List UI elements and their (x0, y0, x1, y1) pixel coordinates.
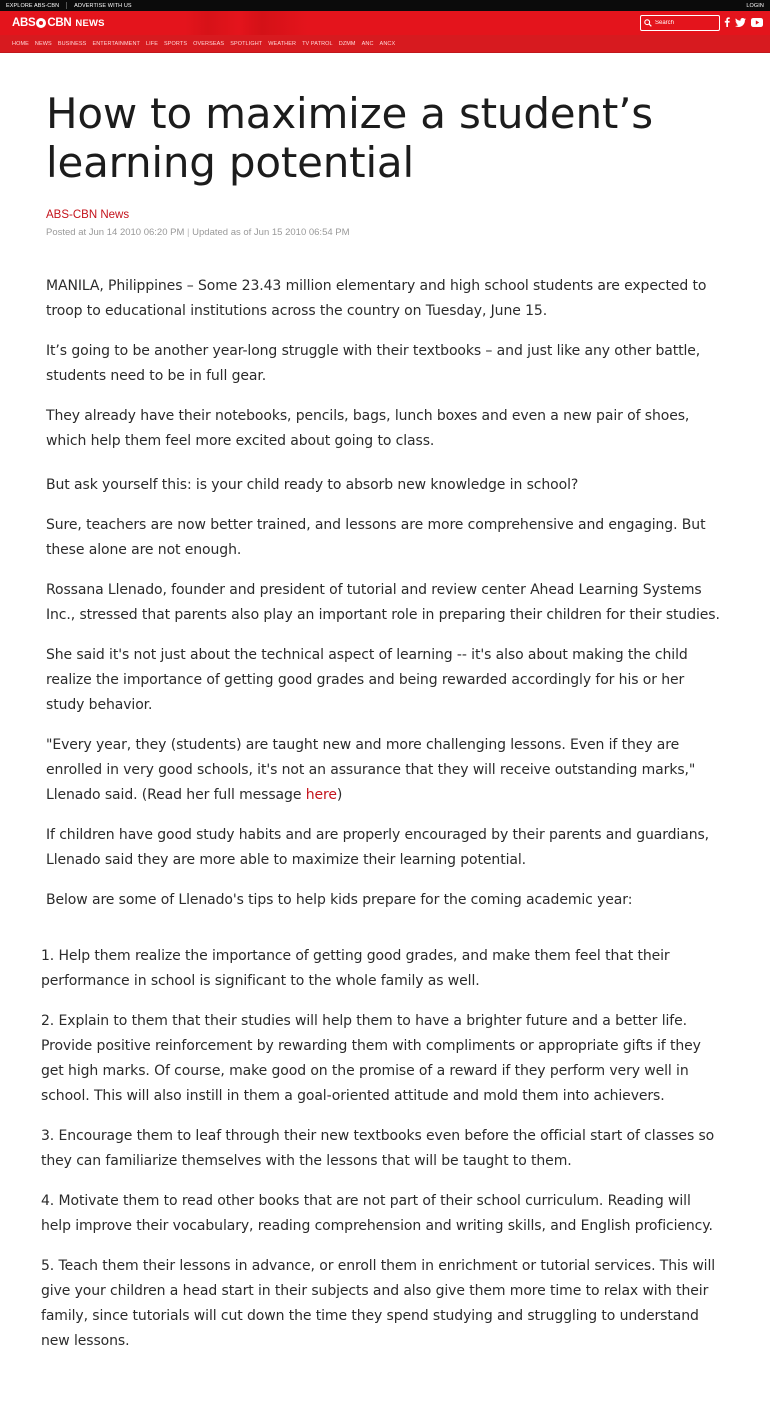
search-icon (644, 19, 652, 27)
nav-item-overseas[interactable]: OVERSEAS (193, 40, 225, 47)
nav-item-weather[interactable]: WEATHER (268, 40, 297, 47)
nav-item-home[interactable]: HOME (12, 40, 29, 47)
utility-bar (0, 0, 770, 11)
paragraph: Rossana Llenado, founder and president of tutorial and review center Ahead Learning Systems Inc., stressed that parents also play an important role in preparing their children for their studies. (46, 582, 720, 623)
tip-item: 1. Help them realize the importance of getting good grades, and make them feel that their performance in school is significant to the whole family as well. (41, 948, 670, 989)
nav-item-dzmm[interactable]: DZMM (338, 40, 356, 47)
facebook-icon[interactable] (724, 17, 730, 27)
read-full-message-link[interactable]: here (305, 787, 337, 803)
tip-item: 2. Explain to them that their studies will help them to have a brighter future and a better life. Provide positive reinforcement by rewarding them with compliments or appropriate gifts if they get high marks. Of course, make good on the promise of a reward if they perform very well in school. This will also instill in them a goal-oriented attitude and mold them into achievers. (41, 1013, 701, 1104)
quote-paragraph (46, 733, 724, 808)
paragraph: They already have their notebooks, pencils, bags, lunch boxes and even a new pair of shoes, which help them feel more excited about going to class. (46, 408, 690, 449)
tip-item: 3. Encourage them to leaf through their new textbooks even before the official start of classes so they can familiarize themselves with the lessons that will be taught to them. (41, 1128, 715, 1169)
article-title: How to maximize a student’s learning potential (46, 89, 653, 187)
paragraph: MANILA, Philippines – Some 23.43 million elementary and high school students are expected to troop to educational institutions across the country on Tuesday, June 15. (46, 278, 707, 319)
nav-item-spotlight[interactable]: SPOTLIGHT (230, 40, 263, 47)
article-author[interactable]: ABS-CBN News (46, 209, 130, 221)
paragraph: If children have good study habits and are properly encouraged by their parents and guardians, Llenado said they are more able to maximize their learning potential. (46, 827, 710, 868)
paragraph: But ask yourself this: is your child ready to absorb new knowledge in school? (46, 477, 579, 493)
article (0, 89, 770, 1354)
logo-cbn-text: CBN (47, 17, 72, 29)
nav-item-sports[interactable]: SPORTS (164, 40, 188, 47)
main-nav (0, 35, 770, 53)
updated-date: Updated as of Jun 15 2010 06:54 PM (192, 227, 350, 238)
paragraph: Sure, teachers are now better trained, and lessons are more comprehensive and engaging. But these alone are not enough. (46, 517, 706, 558)
article-body (41, 274, 724, 1354)
posted-date: Posted at Jun 14 2010 06:20 PM (46, 227, 185, 238)
logo-news-text: NEWS (75, 17, 105, 29)
quote-text: "Every year, they (students) are taught new and more challenging lessons. Even if they are enrolled in very good schools, it's not an assurance that they will receive outstanding marks," Llenado said. (Read her full message (46, 737, 696, 803)
advertise-link[interactable]: ADVERTISE WITH US (74, 2, 132, 9)
site-header (0, 11, 770, 35)
paragraph: It’s going to be another year-long struggle with their textbooks – and just like any other battle, students need to be in full gear. (46, 343, 701, 384)
tips-list (41, 944, 724, 1354)
site-logo[interactable] (12, 17, 105, 29)
youtube-icon[interactable] (751, 18, 763, 27)
social-links (724, 17, 763, 27)
search-box[interactable] (640, 15, 720, 31)
nav-item-anc[interactable]: ANC (361, 40, 374, 47)
nav-item-life[interactable]: LIFE (145, 40, 158, 47)
nav-item-business[interactable]: BUSINESS (57, 40, 87, 47)
nav-item-entertainment[interactable]: ENTERTAINMENT (92, 40, 140, 47)
twitter-icon[interactable] (735, 18, 746, 27)
quote-end: ) (336, 787, 343, 803)
logo-abs-text: ABS (12, 17, 36, 29)
explore-link[interactable]: EXPLORE ABS-CBN (6, 2, 60, 9)
login-link[interactable]: LOGIN (746, 2, 764, 9)
paragraph: Below are some of Llenado's tips to help kids prepare for the coming academic year: (46, 892, 633, 908)
nav-item-tv-patrol[interactable]: TV PATROL (302, 40, 333, 47)
nav-item-ancx[interactable]: ANCX (379, 40, 396, 47)
article-dateline (46, 227, 724, 238)
date-separator: | (187, 227, 193, 238)
utility-divider (66, 2, 67, 9)
paragraph: She said it's not just about the technical aspect of learning -- it's also about making the child realize the importance of getting good grades and being rewarded accordingly for his or her study behavior. (46, 647, 688, 713)
tip-item: 5. Teach them their lessons in advance, or enroll them in enrichment or tutorial services. This will give your children a head start in their subjects and also give them more time to relax with their family, since tutorials will cut down the time they spend studying and struggling to understand new lessons. (41, 1258, 716, 1349)
tip-item: 4. Motivate them to read other books that are not part of their school curriculum. Reading will help improve their vocabulary, reading comprehension and writing skills, and English proficiency. (41, 1193, 713, 1234)
search-input[interactable] (655, 20, 715, 26)
logo-eye-icon (36, 18, 46, 28)
nav-item-news[interactable]: NEWS (34, 40, 52, 47)
